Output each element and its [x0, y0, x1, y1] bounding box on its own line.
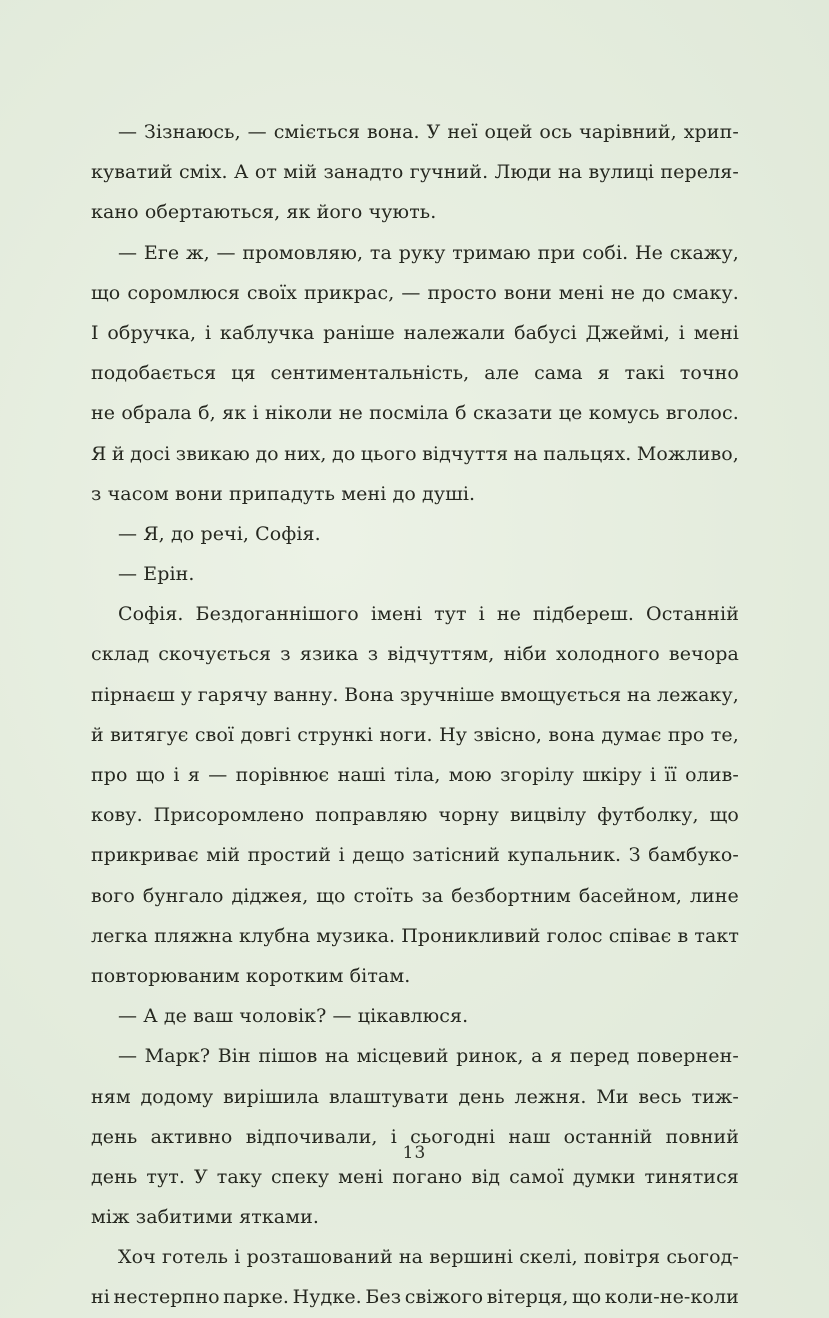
paragraph — [91, 1036, 739, 1237]
word: басейном, — [578, 884, 682, 907]
text-line — [91, 1277, 739, 1317]
word: І — [91, 321, 99, 344]
word: думає — [601, 723, 662, 746]
word: додому — [140, 1085, 214, 1108]
word: У — [193, 1165, 208, 1188]
text-line — [91, 1237, 739, 1277]
word: нестерпно — [113, 1286, 220, 1309]
text-line — [91, 313, 739, 353]
word: точно — [679, 362, 739, 385]
word: руку — [398, 241, 446, 264]
word: мій — [206, 844, 241, 867]
word: повітря — [583, 1246, 661, 1269]
word: мені — [558, 281, 604, 304]
word: але — [484, 362, 520, 385]
word: вона — [548, 723, 595, 746]
word: пірнаєш — [91, 683, 175, 706]
word: Софія. — [118, 603, 184, 626]
word: оцей — [484, 121, 533, 143]
text-line: — А де ваш чоловік? — цікавлюся. — [118, 1005, 469, 1028]
text-line — [91, 876, 739, 916]
word: простий — [247, 844, 332, 867]
body-text — [91, 112, 739, 1318]
word: сміється — [273, 121, 361, 143]
word: Бездоганнішого — [195, 603, 359, 626]
word: до — [332, 442, 356, 465]
word: у — [180, 683, 192, 706]
word: пішов — [258, 1045, 318, 1068]
word: Без — [365, 1286, 402, 1309]
word: Вона — [344, 683, 395, 706]
word: день — [91, 1125, 138, 1148]
word: Джеймі, — [585, 321, 670, 344]
text-line — [91, 594, 739, 634]
page-number: 13 — [402, 1143, 427, 1163]
text-line — [91, 1036, 739, 1076]
word: що — [572, 1286, 602, 1309]
paragraph — [91, 112, 739, 233]
word: обручка, — [107, 321, 197, 344]
word: сміх. — [178, 161, 228, 184]
word: ринок, — [456, 1045, 524, 1068]
text-line — [91, 152, 739, 192]
word: гарячу — [197, 683, 268, 706]
text-line — [91, 675, 739, 715]
word: Останній — [646, 603, 739, 626]
word: клубна — [238, 924, 311, 947]
word: цього — [360, 442, 417, 465]
text-line: — Ерін. — [118, 563, 195, 586]
word: посміла — [369, 402, 449, 425]
word: тут. — [146, 1165, 185, 1188]
word: готель — [161, 1246, 229, 1269]
word: зручніше — [399, 683, 495, 706]
text-line — [91, 916, 739, 956]
word: ні — [91, 1286, 110, 1309]
word: холодного — [556, 643, 660, 666]
paragraph — [91, 554, 739, 594]
text-line — [91, 233, 739, 273]
word: вечора — [668, 643, 739, 666]
word: Він — [217, 1045, 251, 1068]
word: до — [642, 281, 666, 304]
paragraph — [91, 233, 739, 514]
word: б, — [198, 402, 216, 425]
word: таку — [216, 1165, 263, 1188]
word: діджея, — [231, 884, 309, 907]
word: про — [667, 723, 705, 746]
word: чарівний, — [579, 121, 677, 143]
word: лежня. — [514, 1085, 587, 1108]
word: язика — [299, 643, 359, 666]
text-line — [91, 112, 739, 152]
word: влаштувати — [328, 1085, 449, 1108]
word: як — [222, 402, 247, 425]
word: останній — [563, 1125, 653, 1148]
word: весь — [638, 1085, 682, 1108]
paragraph — [91, 996, 739, 1036]
word: ням — [91, 1085, 131, 1108]
word: куватий — [91, 161, 173, 184]
word: згорілу — [500, 764, 575, 786]
word: поправляю — [315, 804, 428, 827]
word: Не — [635, 241, 664, 264]
word: й — [111, 442, 125, 465]
word: і — [390, 1125, 397, 1148]
word: прикрас, — [304, 281, 395, 304]
word: розташований — [246, 1246, 393, 1269]
word: в — [677, 924, 689, 947]
word: затісний — [412, 844, 500, 867]
word: — — [208, 764, 228, 786]
word: Хоч — [118, 1246, 156, 1269]
word: за — [421, 884, 444, 907]
word: вмощується — [500, 683, 622, 706]
word: ж, — [185, 241, 210, 264]
word: активно — [150, 1125, 233, 1148]
word: от — [254, 161, 277, 184]
word: скелі, — [519, 1246, 578, 1269]
word: день — [458, 1085, 505, 1108]
word: легка — [91, 924, 148, 947]
word: такі — [624, 362, 665, 385]
word: і — [650, 764, 657, 786]
word: своїх — [246, 281, 297, 304]
word: Проникливий — [401, 924, 541, 947]
word: подобається — [91, 362, 217, 385]
word: вого — [91, 884, 135, 907]
word: музика. — [316, 924, 396, 947]
text-line — [91, 634, 739, 674]
word: наш — [508, 1125, 551, 1148]
word: на — [627, 683, 652, 706]
word: вони — [503, 281, 552, 304]
word: вітерця, — [486, 1286, 569, 1309]
word: дещо — [352, 844, 405, 867]
word: і — [678, 321, 685, 344]
word: А — [234, 161, 249, 184]
word: і — [338, 844, 345, 867]
word: це — [558, 402, 583, 425]
word: голос — [546, 924, 603, 947]
word: що — [135, 764, 166, 786]
word: імені — [370, 603, 423, 626]
word: Марк? — [144, 1045, 211, 1068]
word: собі. — [582, 241, 629, 264]
word: самої — [509, 1165, 564, 1188]
word: мені — [693, 321, 739, 344]
word: Ми — [596, 1085, 629, 1108]
word: каблучка — [219, 321, 315, 344]
word: не — [610, 281, 636, 304]
word: не — [496, 603, 521, 626]
word: вершині — [429, 1246, 514, 1269]
word: лежаку, — [657, 683, 739, 706]
word: — — [247, 121, 267, 143]
word: наші — [337, 764, 386, 786]
word: до — [255, 442, 279, 465]
text-line: між забитими ятками. — [91, 1206, 320, 1229]
word: ця — [231, 362, 256, 385]
word: на — [558, 161, 583, 184]
word: і — [478, 603, 485, 626]
word: — — [216, 241, 236, 264]
word: про — [91, 764, 128, 786]
word: — — [118, 241, 138, 264]
word: стоїть — [353, 884, 414, 907]
word: повний — [665, 1125, 739, 1148]
word: олив- — [685, 764, 739, 786]
word: вулиці — [588, 161, 655, 184]
paragraph — [91, 1237, 739, 1317]
word: на — [398, 1246, 424, 1269]
word: не — [91, 402, 116, 425]
word: й — [91, 723, 104, 746]
word: довгі — [240, 723, 291, 746]
word: тримаю — [452, 241, 531, 264]
word: свіжого — [404, 1286, 484, 1309]
word: і — [234, 1246, 241, 1269]
word: неї — [447, 121, 478, 143]
word: сказати — [472, 402, 553, 425]
word: сьогодні — [410, 1125, 496, 1148]
word: шкіру — [582, 764, 642, 786]
word: вона. — [367, 121, 420, 143]
word: скажу, — [669, 241, 739, 264]
word: досі — [130, 442, 171, 465]
text-line: кано обертаються, як його чують. — [91, 201, 437, 224]
word: думки — [572, 1165, 636, 1188]
word: на — [324, 1045, 350, 1068]
word: смаку. — [672, 281, 739, 304]
word: обрала — [121, 402, 192, 425]
word: Нудке. — [292, 1286, 362, 1309]
word: переля- — [660, 161, 739, 184]
word: і — [173, 764, 180, 786]
word: звикаю — [175, 442, 250, 465]
paragraph — [91, 594, 739, 996]
word: бунгало — [142, 884, 224, 907]
word: ось — [539, 121, 573, 143]
word: ніколи — [264, 402, 333, 425]
word: порівнює — [235, 764, 330, 786]
word: погано — [392, 1165, 463, 1188]
text-line — [91, 393, 739, 433]
word: і — [204, 321, 212, 344]
word: такт — [694, 924, 739, 947]
word: склад — [91, 643, 150, 666]
word: занадто — [323, 161, 404, 184]
word: перед — [569, 1045, 630, 1068]
text-line — [91, 835, 739, 875]
word: спеку — [271, 1165, 330, 1188]
word: з — [367, 643, 379, 666]
word: прикриває — [91, 844, 199, 867]
word: хрип- — [683, 121, 739, 143]
word: скочується — [158, 643, 272, 666]
word: повернен- — [636, 1045, 739, 1068]
word: місцевий — [356, 1045, 449, 1068]
word: її — [664, 764, 677, 786]
word: промовляю, — [242, 241, 364, 264]
word: пляжна — [154, 924, 233, 947]
word: а — [531, 1045, 543, 1068]
word: — — [401, 281, 421, 304]
word: належали — [403, 321, 506, 344]
word: від — [471, 1165, 501, 1188]
word: соромлюся — [127, 281, 240, 304]
word: не — [338, 402, 363, 425]
word: Присоромлено — [153, 804, 305, 827]
word: Люди — [494, 161, 552, 184]
word: відпочивали, — [245, 1125, 378, 1148]
word: я — [187, 764, 200, 786]
text-line: — Я, до речі, Софія. — [118, 522, 321, 545]
text-line — [91, 755, 739, 795]
word: при — [537, 241, 576, 264]
word: — — [118, 1045, 138, 1068]
word: Зізнаюсь, — [144, 121, 241, 143]
word: парке. — [223, 1286, 290, 1309]
text-line: з часом вони припадуть мені до душі. — [91, 482, 476, 505]
word: бабусі — [514, 321, 577, 344]
word: У — [426, 121, 441, 143]
word: сентиментальність, — [270, 362, 470, 385]
word: мій — [283, 161, 318, 184]
word: просто — [427, 281, 497, 304]
word: мою — [448, 764, 492, 786]
word: — — [118, 121, 138, 143]
word: день — [91, 1165, 138, 1188]
word: них, — [284, 442, 327, 465]
text-line — [91, 273, 739, 313]
text-line — [91, 1077, 739, 1117]
word: кову. — [91, 804, 143, 827]
word: тиж- — [691, 1085, 739, 1108]
word: що — [91, 281, 121, 304]
word: Еге — [143, 241, 180, 264]
word: мені — [338, 1165, 384, 1188]
word: свої — [194, 723, 235, 746]
text-line — [91, 715, 739, 755]
word: відчуття — [422, 442, 509, 465]
word: що — [709, 804, 739, 827]
word: Можливо, — [636, 442, 739, 465]
text-line: повторюваним коротким бітам. — [91, 964, 411, 987]
word: бамбуко- — [648, 844, 739, 867]
word: чорну — [438, 804, 499, 827]
text-line — [91, 434, 739, 474]
word: вицвілу — [509, 804, 587, 827]
word: купальник. — [507, 844, 622, 867]
word: співає — [608, 924, 672, 947]
word: стрункі — [297, 723, 374, 746]
word: ніби — [503, 643, 547, 666]
paragraph — [91, 514, 739, 554]
word: тут — [434, 603, 467, 626]
word: я — [550, 1045, 563, 1068]
word: комусь — [588, 402, 660, 425]
word: лине — [689, 884, 739, 907]
word: сьогод- — [666, 1246, 739, 1269]
word: вирішила — [223, 1085, 320, 1108]
word: безбортним — [451, 884, 571, 907]
word: пальцях. — [543, 442, 632, 465]
word: раніше — [323, 321, 395, 344]
word: коли-не-коли — [604, 1286, 739, 1309]
word: Я — [91, 442, 107, 465]
word: відчуттям, — [387, 643, 495, 666]
word: б — [455, 402, 467, 425]
word: витягує — [110, 723, 189, 746]
word: сама — [534, 362, 583, 385]
word: звісно, — [473, 723, 543, 746]
word: на — [513, 442, 538, 465]
word: тинятися — [644, 1165, 739, 1188]
word: вголос. — [665, 402, 739, 425]
word: тіла, — [393, 764, 441, 786]
word: те, — [710, 723, 739, 746]
text-line — [91, 795, 739, 835]
text-line — [91, 353, 739, 393]
word: з — [280, 643, 291, 666]
word: ноги. — [379, 723, 433, 746]
word: і — [252, 402, 259, 425]
word: що — [316, 884, 346, 907]
word: футболку, — [597, 804, 699, 827]
word: З — [628, 844, 641, 867]
word: та — [369, 241, 392, 264]
word: я — [597, 362, 610, 385]
word: гучний. — [409, 161, 489, 184]
word: ванну. — [273, 683, 339, 706]
word: підбереш. — [532, 603, 635, 626]
word: Ну — [439, 723, 468, 746]
